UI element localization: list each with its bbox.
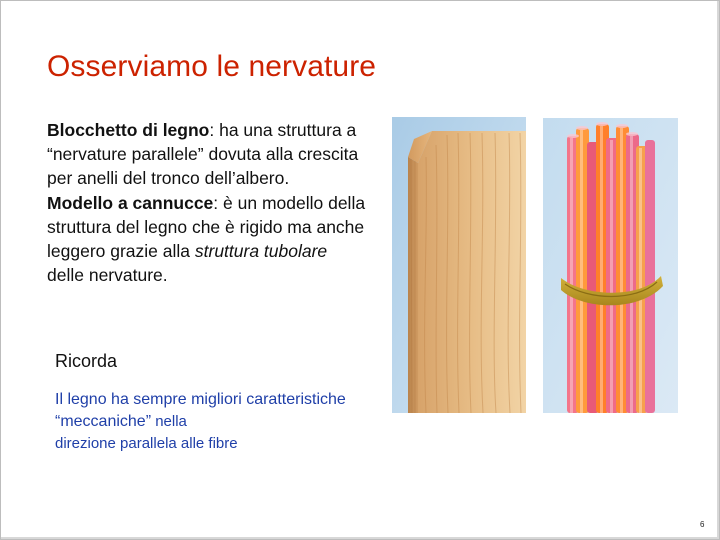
body-text [47, 118, 367, 287]
term-wood-block: Blocchetto di legno [47, 120, 210, 140]
wooden-block-image [392, 117, 526, 413]
paragraph-wood-block [47, 118, 367, 191]
ricorda-heading: Ricorda [55, 351, 118, 371]
paragraph-wood-block-text: : ha una struttura a “nervature parallele” dovuta alla crescita per anelli del tronco dell’albero. [47, 120, 359, 189]
term-tubular-structure: struttura tubolare [194, 241, 328, 262]
paragraph-straw-model-text: : è un modello della struttura del legno che è rigido ma anche leggero grazie alla [47, 192, 366, 262]
straw-bundle-image [543, 118, 678, 413]
ricorda-text [55, 389, 375, 455]
paragraph-straw-model [47, 191, 367, 288]
term-straw-model: Modello a cannucce [47, 192, 214, 213]
ricorda-text-small-2: direzione parallela alle fibre [55, 435, 238, 452]
ricorda-text-small-1: nella [151, 413, 187, 430]
ricorda-text-main: Il legno ha sempre migliori caratteristiche “meccaniche” [55, 391, 346, 430]
slide-title: Osserviamo le nervature [47, 50, 377, 83]
paragraph-straw-model-end: delle nervature. [47, 265, 168, 286]
page-number: 6 [700, 520, 705, 529]
